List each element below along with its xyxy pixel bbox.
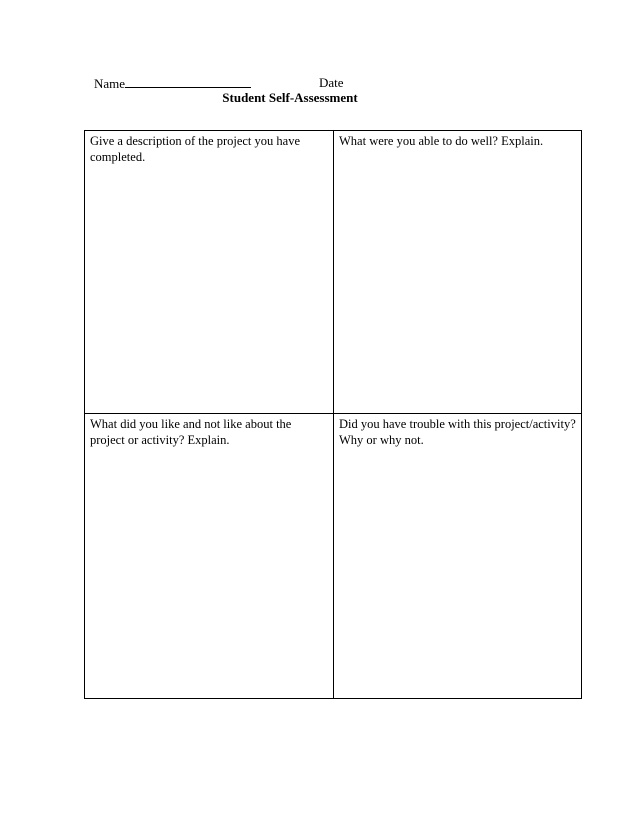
question-text: Why or why not. <box>339 433 424 447</box>
question-text: Give a description of the project you have <box>90 134 300 148</box>
question-box-trouble[interactable] <box>334 414 581 698</box>
name-label: Name <box>94 76 126 91</box>
question-text: project or activity? Explain. <box>90 433 230 447</box>
question-box-did-well[interactable] <box>334 131 581 414</box>
question-box-description[interactable] <box>85 131 334 414</box>
question-text: Did you have trouble with this project/activity? <box>339 417 576 431</box>
assessment-grid <box>84 130 582 699</box>
date-field[interactable] <box>319 75 344 91</box>
question-text: What were you able to do well? Explain. <box>339 134 544 148</box>
question-text: completed. <box>90 150 146 164</box>
question-box-likes-dislikes[interactable] <box>85 414 334 698</box>
page-title: Student Self-Assessment <box>222 90 358 105</box>
name-blank-line[interactable] <box>125 75 251 88</box>
date-label: Date <box>319 75 344 90</box>
question-text: What did you like and not like about the <box>90 417 292 431</box>
